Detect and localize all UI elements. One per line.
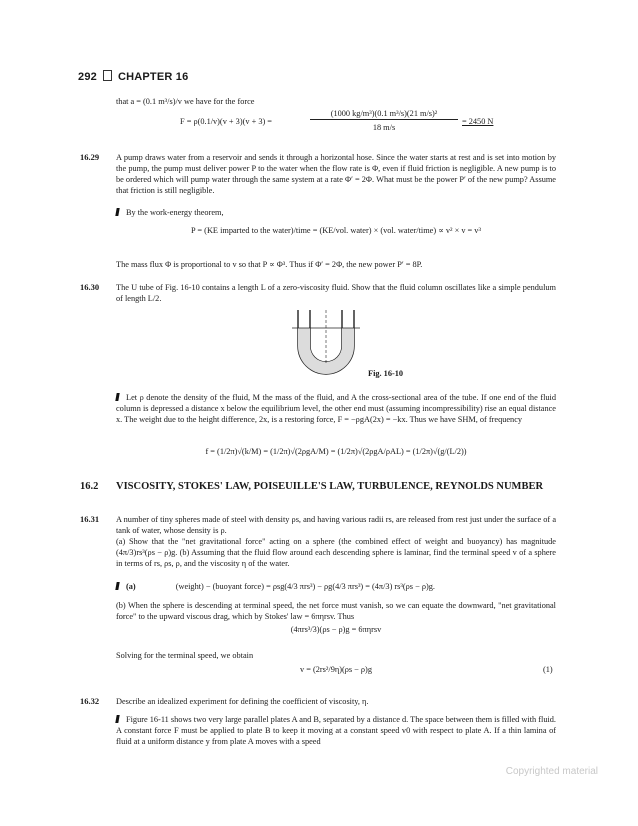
copyright-watermark: Copyrighted material bbox=[505, 766, 598, 777]
force-eq-result: = 2450 N bbox=[462, 117, 494, 126]
solution-marker-icon bbox=[115, 715, 119, 723]
section-title: VISCOSITY, STOKES' LAW, POISEUILLE'S LAW, TURBULENCE, REYNOLDS NUMBER bbox=[116, 481, 544, 492]
problem-number-16-32: 16.32 bbox=[80, 696, 100, 706]
force-eq-numerator: (1000 kg/m³)(0.1 m³/s)(21 m/s)² bbox=[310, 108, 458, 120]
problem-16-31-text: A number of tiny spheres made of steel with density ρs, and having various radii rs, are released from rest just under the surface of a tank of water, whose density is ρ. bbox=[116, 515, 556, 535]
problem-number-16-29: 16.29 bbox=[80, 152, 100, 162]
power-equation: P = (KE imparted to the water)/time = (KE/vol. water) × (vol. water/time) ∝ v² × v = v³ bbox=[191, 226, 481, 235]
square-glyph-icon bbox=[103, 70, 112, 81]
solution-16-31-b: (b) When the sphere is descending at terminal speed, the net force must vanish, so we can equate the downward, "net gravitational force" to the upward viscous drag, which by Stokes' law = 6πηrsv. Thus bbox=[116, 601, 556, 621]
solution-16-29-intro: By the work-energy theorem, bbox=[116, 207, 556, 218]
u-tube-figure bbox=[286, 306, 366, 378]
terminal-speed-equation: v = (2rs²/9η)(ρs − ρ)g bbox=[300, 665, 372, 674]
solution-marker-icon bbox=[115, 582, 119, 590]
stokes-equation: (4πrs³/3)(ρs − ρ)g = 6πηrsv bbox=[290, 625, 382, 634]
chapter-label: CHAPTER 16 bbox=[117, 71, 189, 83]
problem-16-32-text: Describe an idealized experiment for defining the coefficient of viscosity, η. bbox=[116, 697, 369, 706]
running-header bbox=[78, 70, 188, 83]
section-number: 16.2 bbox=[80, 481, 99, 492]
force-eq-denominator: 18 m/s bbox=[372, 123, 396, 132]
page-number: 292 bbox=[78, 71, 97, 83]
solution-16-31-a: (a) (weight) − (buoyant force) = ρsg(4/3 πrs³) − ρg(4/3 πrs³) = (4π/3) rs³(ρs − ρ)g. bbox=[116, 581, 556, 592]
intro-line: that a = (0.1 m³/s)/v we have for the force bbox=[116, 97, 255, 106]
solving-line: Solving for the terminal speed, we obtain bbox=[116, 651, 254, 660]
problem-16-29-text: A pump draws water from a reservoir and sends it through a horizontal hose. Since the water starts at rest and is set into motion by the pump, the pump must deliver power P to the water when the flow rate is Φ, even if fluid friction is negligible. A new pump is to be ordered which will pump water through the same system at a rate Φ′ = 2Φ. What must be the power P′ of the new pump? Assume that friction is still negligible. bbox=[116, 153, 556, 195]
problem-number-16-30: 16.30 bbox=[80, 282, 100, 292]
problem-16-31-parts: (a) Show that the "net gravitational force" acting on a sphere (the combined effect of weight and buoyancy) has magnitude (4π/3)rs³(ρs − ρ)g. (b) Assuming that the fluid flow around each descending sphere is laminar, find the terminal speed v of a sphere in terms of rs, ρs, ρ, and the viscosity η of the water. bbox=[116, 537, 556, 568]
force-eq-lhs: F = ρ(0.1/v)(v + 3)(v + 3) = bbox=[180, 117, 272, 126]
figure-caption-16-10: Fig. 16-10 bbox=[368, 369, 404, 378]
equation-tag: (1) bbox=[543, 665, 553, 674]
solution-16-32-text: Figure 16-11 shows two very large parallel plates A and B, separated by a distance d. The space between them is filled with fluid. A constant force F must be applied to plate B to keep it moving at a constant speed v0 with respect to plate A. If a thin lamina of fluid at a uniform distance y from plate A moves with a speed bbox=[116, 715, 556, 746]
problem-16-30-text: The U tube of Fig. 16-10 contains a length L of a zero-viscosity fluid. Show that the fluid column oscillates like a simple pendulum of length L/2. bbox=[116, 283, 556, 303]
frequency-equation: f = (1/2π)√(k/M) = (1/2π)√(2ρgA/M) = (1/2π)√(2ρgA/ρAL) = (1/2π)√(g/(L/2)) bbox=[205, 447, 467, 456]
solution-16-29-conclusion: The mass flux Φ is proportional to v so that P ∝ Φ³. Thus if Φ′ = 2Φ, the new power P′ = 8P. bbox=[116, 260, 423, 269]
problem-number-16-31: 16.31 bbox=[80, 514, 100, 524]
solution-marker-icon bbox=[115, 208, 119, 216]
solution-16-30-text: Let ρ denote the density of the fluid, M the mass of the fluid, and A the cross-sectional area of the tube. If one end of the fluid column is depressed a distance x below the equilibrium level, the other end must (assuming incompressibility) rise an equal distance x. The weight due to the height difference, 2x, is a restoring force, F = −ρgA(2x) = −kx. Thus we have SHM, of frequency bbox=[116, 393, 556, 424]
solution-marker-icon bbox=[115, 393, 119, 401]
